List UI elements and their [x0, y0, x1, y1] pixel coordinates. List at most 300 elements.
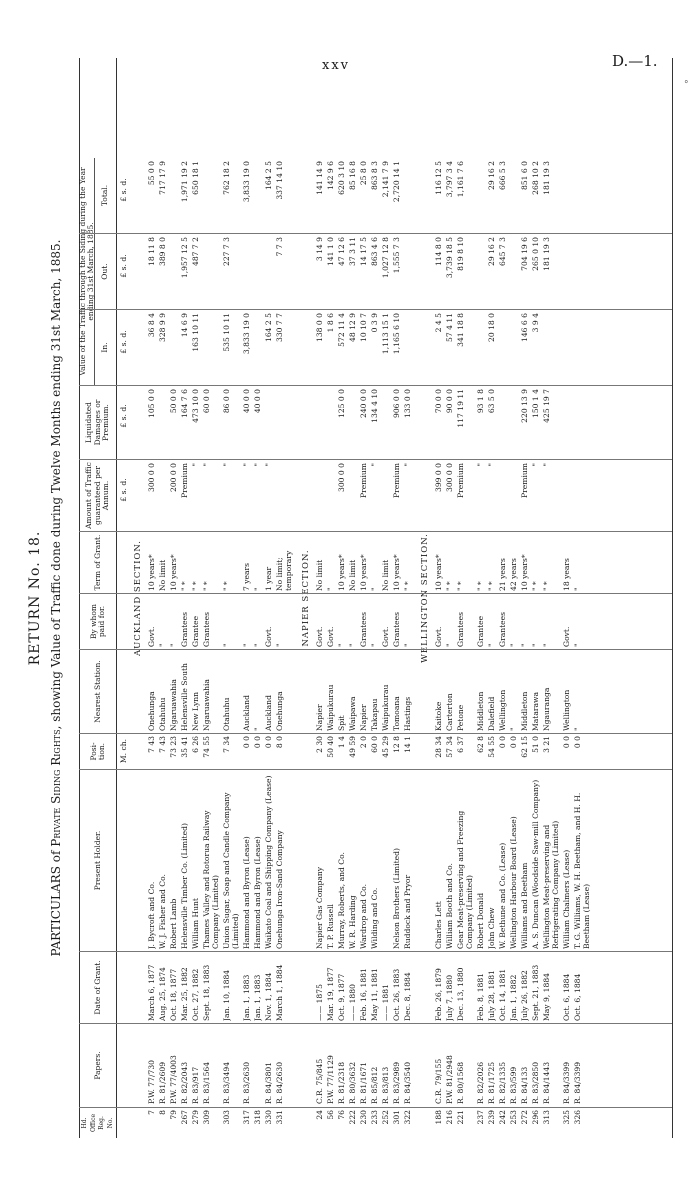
- cell-out: 389 8 0: [158, 237, 167, 266]
- cell-term: 10 years*: [392, 554, 401, 591]
- cell-holder: W. Bethune and Co. (Lease): [498, 842, 507, 949]
- cell-guar: ": [264, 463, 273, 467]
- cell-total: 851 6 0: [520, 161, 529, 190]
- cell-dam: 40 0 0: [242, 389, 251, 414]
- cell-papers: R. 84/1443: [542, 1061, 551, 1104]
- cell-holder: Onehunga Iron-Sand Company: [275, 830, 284, 949]
- cell-paid: ": [403, 643, 412, 647]
- cell-term: " *: [222, 581, 231, 591]
- cell-total: 2,141 7 9: [381, 161, 390, 198]
- cell-papers: P.W. 81/2948: [445, 1055, 454, 1104]
- cell-reg: 279: [191, 1110, 200, 1125]
- cell-papers: R. 84/133: [520, 1066, 529, 1104]
- unit-out: £ s. d.: [119, 254, 128, 278]
- cell-station: Waipawa: [348, 696, 357, 731]
- cell-term: 10 years*: [337, 554, 346, 591]
- cell-station: Spit: [337, 715, 346, 731]
- cell-holder: A. S. Duncan (Woodside Saw-mill Company): [531, 779, 540, 949]
- cell-paid: ": [542, 643, 551, 647]
- cell-term: 21 years: [498, 558, 507, 591]
- cell-dam: 240 0 0: [359, 389, 368, 418]
- cell-paid: Grantees: [180, 611, 189, 647]
- cell-station: Wellington: [562, 689, 571, 731]
- cell-holder: J. Bycroft and Co.: [147, 881, 156, 949]
- cell-paid: Govt.: [315, 626, 324, 647]
- cell-in: 3 9 4: [531, 313, 540, 333]
- cell-out: 227 7 3: [222, 237, 231, 266]
- cell-in: 341 18 8: [456, 313, 465, 347]
- cell-total: 1,161 7 6: [456, 161, 465, 198]
- cell-term: " *: [202, 581, 211, 591]
- header-guaranteed: Amount of Traffic guaranteed per Annum.: [80, 460, 116, 532]
- cell-paid: Grantees: [202, 611, 211, 647]
- cell-guar: ": [476, 463, 485, 467]
- cell-in: 535 10 11: [222, 313, 231, 352]
- cell-reg: 237: [476, 1110, 485, 1125]
- cell-papers: R. 82/2026: [476, 1061, 485, 1104]
- cell-pos: 7 43: [147, 736, 156, 753]
- document-reference: D.—1.: [612, 52, 658, 70]
- cell-pos: 0 0: [573, 736, 582, 749]
- cell-station: Waipukurau: [381, 684, 390, 731]
- cell-guar: Premium: [359, 463, 368, 498]
- cell-station: Onehunga: [275, 691, 284, 731]
- cell-paid: ": [169, 643, 178, 647]
- cell-station: Waipukurau: [326, 684, 335, 731]
- cell-station: Otahuhu: [158, 697, 167, 731]
- cell-out: 3 14 9: [315, 237, 324, 262]
- cell-pos: 7 34: [222, 736, 231, 753]
- cell-station: Napier: [315, 704, 324, 731]
- cell-papers: R. 83/2630: [242, 1061, 251, 1104]
- header-reg-no: Hd. Office Reg. No.: [81, 1114, 114, 1133]
- cell-guar: ": [542, 463, 551, 467]
- cell-date: Dec. 13, 1880: [456, 967, 465, 1021]
- cell-pos: 0 0: [562, 736, 571, 749]
- cell-holder: William Chalmers (Lease): [562, 849, 571, 949]
- cell-in: 36 8 4: [147, 313, 156, 338]
- header-out: Out.: [95, 234, 116, 310]
- cell-paid: Grantee: [476, 615, 485, 647]
- cell-holder: Charles Lett: [434, 901, 443, 949]
- header-total: Total.: [95, 158, 116, 234]
- cell-papers: R. 83/917: [191, 1066, 200, 1104]
- cell-reg: 296: [531, 1110, 540, 1125]
- cell-guar: Premium: [520, 463, 529, 498]
- cell-term: " *: [542, 581, 551, 591]
- cell-pos: 1 4: [337, 736, 346, 749]
- cell-holder: Murray, Roberts, and Co.: [337, 852, 346, 949]
- cell-total: 863 8 3: [370, 161, 379, 190]
- cell-papers: R. 82/2043: [180, 1061, 189, 1104]
- cell-date: May 9, 1884: [542, 973, 551, 1021]
- cell-dam: 164 7 6: [180, 389, 189, 418]
- header-value-group: Value of the Traffic through the Siding during the Year ending 31st March, 1885.: [80, 158, 95, 386]
- header-paid-by: By whom paid for.: [80, 594, 116, 650]
- cell-station: Takapau: [370, 698, 379, 731]
- cell-paid: ": [445, 643, 454, 647]
- cell-in: 1 8 6: [326, 313, 335, 333]
- cell-guar: Premium: [456, 463, 465, 498]
- cell-date: Mar. 25, 1882: [180, 967, 189, 1021]
- cell-holder: T. P. Russell: [326, 904, 335, 949]
- cell-total: 164 2 5: [264, 161, 273, 190]
- cell-paid: Govt.: [434, 626, 443, 647]
- cell-term: No limit: [315, 559, 324, 591]
- cell-papers: C.R. 79/155: [434, 1058, 443, 1104]
- cell-dam: 105 0 0: [147, 389, 156, 418]
- cell-reg: 242: [498, 1110, 507, 1125]
- cell-holder: William Booth and Co.: [445, 863, 454, 949]
- cell-term: No limit: [348, 559, 357, 591]
- cell-station: Wellington: [498, 689, 507, 731]
- cell-dam: 70 0 0: [434, 389, 443, 414]
- cell-pos: 6 37: [456, 736, 465, 753]
- cell-dam: 40 0 0: [253, 389, 262, 414]
- cell-term: 10 years*: [520, 554, 529, 591]
- subtitle-sc: Private Siding Rights: [49, 729, 63, 847]
- cell-out: 114 8 0: [434, 237, 443, 266]
- cell-paid: ": [520, 643, 529, 647]
- cell-reg: 216: [445, 1110, 454, 1125]
- cell-reg: 79: [169, 1110, 178, 1120]
- cell-total: 2,720 14 1: [392, 161, 401, 203]
- cell-out: 29 16 2: [487, 237, 496, 266]
- cell-station: Helensville South: [180, 663, 189, 731]
- cell-date: Sept. 21, 1883: [531, 964, 540, 1021]
- cell-reg: 313: [542, 1110, 551, 1125]
- cell-in: 14 6 9: [180, 313, 189, 338]
- table-header: [79, 58, 117, 1138]
- cell-total: 3,797 3 4: [445, 161, 454, 198]
- cell-pos: 7 43: [158, 736, 167, 753]
- cell-pos: 0 0: [242, 736, 251, 749]
- cell-term: " *: [403, 581, 412, 591]
- cell-in: 164 2 5: [264, 313, 273, 342]
- cell-reg: 272: [520, 1110, 529, 1125]
- cell-date: Feb. 16, 1881: [359, 968, 368, 1021]
- cell-holder: William Hunt: [191, 898, 200, 949]
- cell-dam: 117 19 11: [456, 389, 465, 428]
- cell-dam: 473 10 0: [191, 389, 200, 423]
- rotated-return-table: [25, 58, 675, 1138]
- cell-station: Ngaruawahia: [169, 679, 178, 731]
- cell-total: 650 18 1: [191, 161, 200, 195]
- header-date: Date of Grant.: [80, 952, 116, 1024]
- cell-holder: Napier Gas Company: [315, 866, 324, 949]
- cell-pos: 2 0: [359, 736, 368, 749]
- cell-holder: Helensville Timber Co. (Limited): [180, 823, 189, 949]
- cell-reg: 301: [392, 1110, 401, 1125]
- cell-papers: R. 81/2609: [158, 1061, 167, 1104]
- cell-pos: 62 8: [476, 736, 485, 753]
- cell-papers: R. 83/599: [509, 1066, 518, 1104]
- cell-guar: 300 0 0: [445, 463, 454, 492]
- cell-pos: 12 8: [392, 736, 401, 753]
- cell-total: 116 12 5: [434, 161, 443, 195]
- cell-term: " *: [487, 581, 496, 591]
- cell-out: 14 17 5: [359, 237, 368, 266]
- cell-in: 330 7 7: [275, 313, 284, 342]
- cell-reg: 253: [509, 1110, 518, 1125]
- cell-guar: ": [191, 463, 200, 467]
- cell-term: " *: [445, 581, 454, 591]
- cell-guar: Premium: [392, 463, 401, 498]
- cell-pos: 45 29: [381, 736, 390, 758]
- subtitle-post: , showing Value of Traffic done during Twelve Months ending 31st March, 1885.: [49, 239, 63, 730]
- cell-guar: ": [222, 463, 231, 467]
- cell-in: 146 6 6: [520, 313, 529, 342]
- cell-dam: 93 1 8: [476, 389, 485, 414]
- cell-reg: 233: [370, 1110, 379, 1125]
- cell-date: —— 1875: [315, 984, 324, 1021]
- cell-pos: 0 0: [509, 736, 518, 749]
- cell-date: Oct. 14, 1881: [498, 968, 507, 1021]
- cell-paid: ": [158, 643, 167, 647]
- cell-holder: T. G. Williams, W. H. Beetham, and H. H. Beetham (Lease): [573, 792, 591, 949]
- cell-out: 704 19 6: [520, 237, 529, 271]
- cell-in: 1,113 15 1: [381, 313, 390, 355]
- cell-holder: W. J. Fisher and Co.: [158, 874, 167, 949]
- cell-paid: Grantees: [498, 611, 507, 647]
- cell-station: New Lynn: [191, 691, 200, 731]
- cell-paid: ": [275, 643, 284, 647]
- cell-reg: 56: [326, 1110, 335, 1120]
- cell-papers: R. 84/3399: [573, 1061, 582, 1104]
- cell-station: Hastings: [403, 696, 412, 731]
- return-subtitle: [49, 58, 63, 1138]
- cell-total: 1,971 19 2: [180, 161, 189, 203]
- cell-holder: Union Sugar, Soap and Candle Company (Limited): [222, 792, 240, 949]
- header-holder: Present Holder.: [80, 770, 116, 952]
- section-heading: AUCKLAND SECTION.: [133, 539, 143, 657]
- cell-pos: 0 0: [253, 736, 262, 749]
- cell-total: 717 17 9: [158, 161, 167, 195]
- cell-station: Middleton: [520, 691, 529, 731]
- cell-term: 10 years*: [169, 554, 178, 591]
- cell-reg: 322: [403, 1110, 412, 1125]
- cell-reg: 303: [222, 1110, 231, 1125]
- subtitle-mid: of: [49, 846, 63, 867]
- cell-date: Aug. 25, 1874: [158, 967, 167, 1021]
- cell-papers: C.R. 75/845: [315, 1058, 324, 1104]
- unit-damages: £ s. d.: [119, 404, 128, 428]
- cell-papers: R. 83/2850: [531, 1061, 540, 1104]
- cell-pos: 74 55: [202, 736, 211, 758]
- cell-papers: R. 84/3540: [403, 1061, 412, 1104]
- cell-guar: 399 0 0: [434, 463, 443, 492]
- cell-station: Onehunga: [147, 691, 156, 731]
- cell-in: 1,165 6 10: [392, 313, 401, 355]
- cell-total: 762 18 2: [222, 161, 231, 195]
- cell-in: 328 9 9: [158, 313, 167, 342]
- cell-station: Matarawa: [531, 691, 540, 731]
- cell-holder: Wardrop and Co.: [359, 884, 368, 949]
- cell-term: " *: [180, 581, 189, 591]
- cell-guar: 300 0 0: [147, 463, 156, 492]
- cell-station: Napier: [359, 704, 368, 731]
- cell-date: May 11, 1881: [370, 968, 379, 1021]
- cell-dam: 150 1 4: [531, 389, 540, 418]
- cell-dam: 220 13 9: [520, 389, 529, 423]
- return-title: RETURN No. 18.: [27, 530, 43, 666]
- cell-reg: 318: [253, 1110, 262, 1125]
- cell-date: Oct. 26, 1883: [392, 968, 401, 1021]
- cell-station: Kaitoke: [434, 701, 443, 731]
- cell-papers: R. 84/2630: [275, 1061, 284, 1104]
- cell-station: Tomoana: [392, 696, 401, 731]
- cell-holder: Waikato Coal and Shipping Company (Lease): [264, 775, 273, 949]
- cell-paid: Govt.: [562, 626, 571, 647]
- cell-in: 163 10 11: [191, 313, 200, 352]
- cell-date: Jan. 10, 1884: [222, 969, 231, 1021]
- cell-term: 7 years: [242, 562, 251, 591]
- cell-dam: 134 4 10: [370, 389, 379, 423]
- cell-total: 620 3 10: [337, 161, 346, 195]
- cell-station: Auckland: [264, 695, 273, 731]
- cell-total: 25 8 0: [359, 161, 368, 186]
- cell-station: Middleton: [476, 691, 485, 731]
- cell-guar: 300 0 0: [337, 463, 346, 492]
- cell-in: 3,833 19 0: [242, 313, 251, 355]
- cell-papers: R. 82/1335: [498, 1061, 507, 1104]
- cell-date: Nov. 1, 1884: [264, 972, 273, 1021]
- cell-paid: Grantees: [359, 611, 368, 647]
- cell-station: ": [253, 727, 262, 731]
- cell-holder: W. R. Harding: [348, 895, 357, 949]
- cell-guar: ": [487, 463, 496, 467]
- cell-reg: 221: [456, 1110, 465, 1125]
- cell-out: 3,739 18 5: [445, 237, 454, 279]
- cell-term: ": [370, 587, 379, 591]
- cell-date: Oct. 27, 1882: [191, 968, 200, 1021]
- cell-papers: R. 83/1564: [202, 1061, 211, 1104]
- cell-holder: Wellington Harbour Board (Lease): [509, 816, 518, 949]
- cell-out: 1,027 12 8: [381, 237, 390, 279]
- cell-pos: 62 15: [520, 736, 529, 758]
- unit-in: £ s. d.: [119, 330, 128, 354]
- cell-reg: 330: [264, 1110, 273, 1125]
- cell-date: Dec. 8, 1884: [403, 972, 412, 1021]
- cell-pos: 73 23: [169, 736, 178, 758]
- cell-papers: P.W. 77/1129: [326, 1055, 335, 1104]
- cell-papers: R. 85/812: [370, 1066, 379, 1104]
- subtitle-pre: PARTICULARS: [49, 866, 63, 957]
- cell-in: 48 12 9: [348, 313, 357, 342]
- cell-holder: Gear Meat-preserving and Freezing Company (Limited): [456, 810, 474, 949]
- cell-paid: ": [573, 643, 582, 647]
- cell-term: " *: [191, 581, 200, 591]
- cell-pos: 50 40: [326, 736, 335, 758]
- cell-paid: ": [487, 643, 496, 647]
- cell-out: 487 7 2: [191, 237, 200, 266]
- cell-guar: ": [253, 463, 262, 467]
- cell-reg: 76: [337, 1110, 346, 1120]
- cell-holder: John Chew: [487, 907, 496, 949]
- cell-guar: 200 0 0: [169, 463, 178, 492]
- unit-position: M. ch.: [119, 738, 128, 764]
- cell-guar: ": [370, 463, 379, 467]
- cell-pos: 35 41: [180, 736, 189, 758]
- cell-out: 1,555 7 3: [392, 237, 401, 274]
- section-heading: WELLINGTON SECTION.: [420, 533, 430, 663]
- cell-reg: 239: [487, 1110, 496, 1125]
- cell-papers: R. 84/3801: [264, 1061, 273, 1104]
- cell-dam: 90 0 0: [445, 389, 454, 414]
- section-heading: NAPIER SECTION.: [301, 549, 311, 647]
- cell-dam: 125 0 0: [337, 389, 346, 418]
- cell-papers: P.W. 77/730: [147, 1059, 156, 1104]
- cell-reg: 230: [359, 1110, 368, 1125]
- cell-paid: ": [222, 643, 231, 647]
- cell-date: Feb. 26, 1879: [434, 968, 443, 1021]
- cell-papers: R. 83/2989: [392, 1061, 401, 1104]
- cell-dam: 60 0 0: [202, 389, 211, 414]
- cell-holder: Nelson Brothers (Limited): [392, 848, 401, 949]
- cell-pos: 49 59: [348, 736, 357, 758]
- cell-paid: Grantees: [392, 611, 401, 647]
- cell-paid: Govt.: [264, 626, 273, 647]
- cell-dam: 133 0 0: [403, 389, 412, 418]
- cell-pos: 3 21: [542, 736, 551, 753]
- cell-holder: Williams and Beetham: [520, 862, 529, 949]
- cell-out: 863 4 6: [370, 237, 379, 266]
- cell-pos: 28 34: [434, 736, 443, 758]
- cell-holder: Wilding and Co.: [370, 887, 379, 949]
- cell-out: 37 3 11: [348, 237, 357, 266]
- cell-dam: 50 0 0: [169, 389, 178, 414]
- cell-out: 141 1 0: [326, 237, 335, 266]
- cell-reg: 326: [573, 1110, 582, 1125]
- header-station: Nearest Station.: [80, 650, 116, 734]
- cell-pos: 14 1: [403, 736, 412, 753]
- cell-date: Oct. 6, 1884: [562, 973, 571, 1021]
- cell-total: 337 14 10: [275, 161, 284, 200]
- cell-reg: 317: [242, 1110, 251, 1125]
- cell-reg: 24: [315, 1110, 324, 1120]
- cell-guar: ": [242, 463, 251, 467]
- cell-date: Oct. 9, 1877: [337, 973, 346, 1021]
- cell-paid: Govt.: [147, 626, 156, 647]
- cell-dam: 86 0 0: [222, 389, 231, 414]
- cell-paid: Govt.: [326, 626, 335, 647]
- cell-term: 10 years*: [359, 554, 368, 591]
- cell-in: 10 10 7: [359, 313, 368, 342]
- cell-term: ": [573, 587, 582, 591]
- cell-total: 85 16 8: [348, 161, 357, 190]
- cell-reg: 325: [562, 1110, 571, 1125]
- cell-out: 819 8 10: [456, 237, 465, 271]
- cell-pos: 51 0: [531, 736, 540, 753]
- cell-date: Feb. 8, 1881: [476, 972, 485, 1021]
- cell-date: July 26, 1882: [520, 970, 529, 1021]
- cell-reg: 188: [434, 1110, 443, 1125]
- cell-paid: ": [242, 643, 251, 647]
- cell-pos: 0 0: [264, 736, 273, 749]
- cell-papers: R. 83/813: [381, 1066, 390, 1104]
- cell-pos: 60 0: [370, 736, 379, 753]
- cell-paid: Grantee: [191, 615, 200, 647]
- cell-reg: 309: [202, 1110, 211, 1125]
- cell-reg: 8: [158, 1110, 167, 1115]
- cell-out: 18 11 8: [147, 237, 156, 266]
- cell-total: 141 14 9: [315, 161, 324, 195]
- cell-paid: ": [348, 643, 357, 647]
- cell-in: 572 11 4: [337, 313, 346, 347]
- cell-date: Jan. 1, 1882: [509, 974, 518, 1021]
- cell-station: Auckland: [242, 695, 251, 731]
- cell-term: 18 years: [562, 558, 571, 591]
